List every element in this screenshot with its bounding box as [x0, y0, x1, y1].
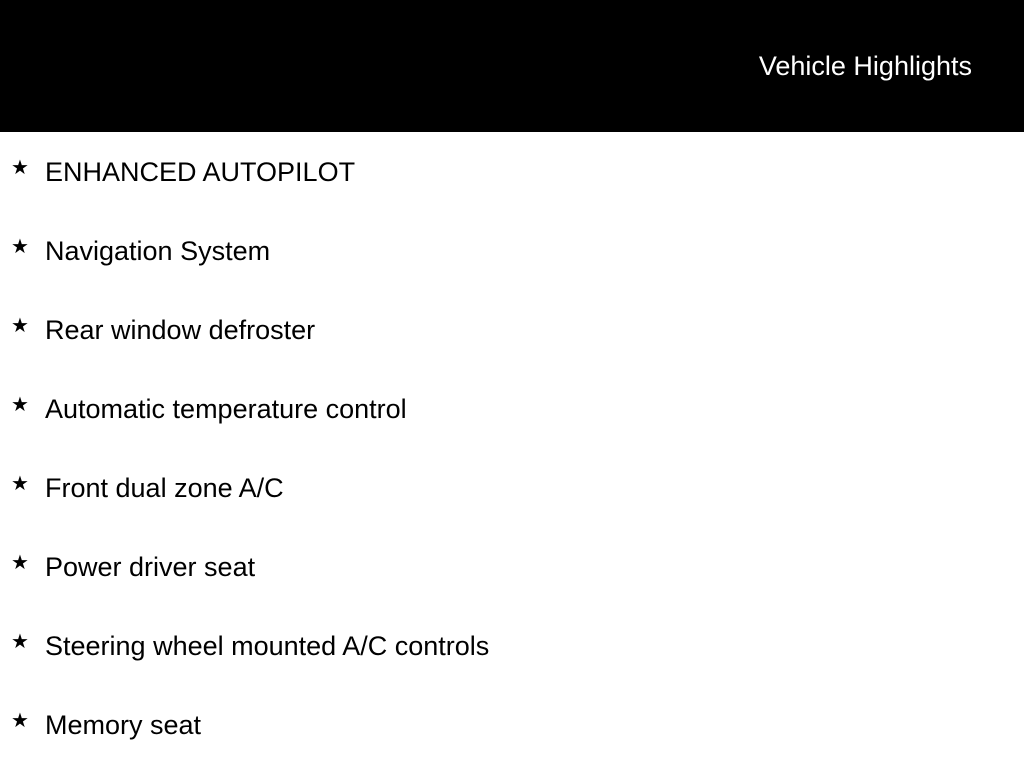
- list-item: [0, 150, 1024, 229]
- star-icon: ★: [11, 552, 29, 574]
- star-icon: ★: [11, 631, 29, 653]
- star-icon: ★: [11, 236, 29, 258]
- page-title: Vehicle Highlights: [758, 51, 972, 81]
- highlight-label: Rear window defroster: [45, 315, 316, 345]
- list-item: [0, 624, 1024, 703]
- star-icon: ★: [11, 473, 29, 495]
- header-bar: [0, 0, 1024, 132]
- list-item: [0, 703, 1024, 782]
- highlight-label: Memory seat: [45, 710, 202, 740]
- highlight-label: Steering wheel mounted A/C controls: [45, 631, 490, 661]
- highlight-label: ENHANCED AUTOPILOT: [45, 157, 356, 187]
- list-item: [0, 229, 1024, 308]
- list-item: [0, 466, 1024, 545]
- highlight-label: Navigation System: [45, 236, 271, 266]
- list-item: [0, 545, 1024, 624]
- highlight-label: Power driver seat: [45, 552, 256, 582]
- star-icon: ★: [11, 315, 29, 337]
- highlights-list: [0, 150, 1024, 782]
- star-icon: ★: [11, 710, 29, 732]
- star-icon: ★: [11, 157, 29, 179]
- highlight-label: Front dual zone A/C: [45, 473, 284, 503]
- star-icon: ★: [11, 394, 29, 416]
- list-item: [0, 308, 1024, 387]
- highlight-label: Automatic temperature control: [45, 394, 407, 424]
- list-item: [0, 387, 1024, 466]
